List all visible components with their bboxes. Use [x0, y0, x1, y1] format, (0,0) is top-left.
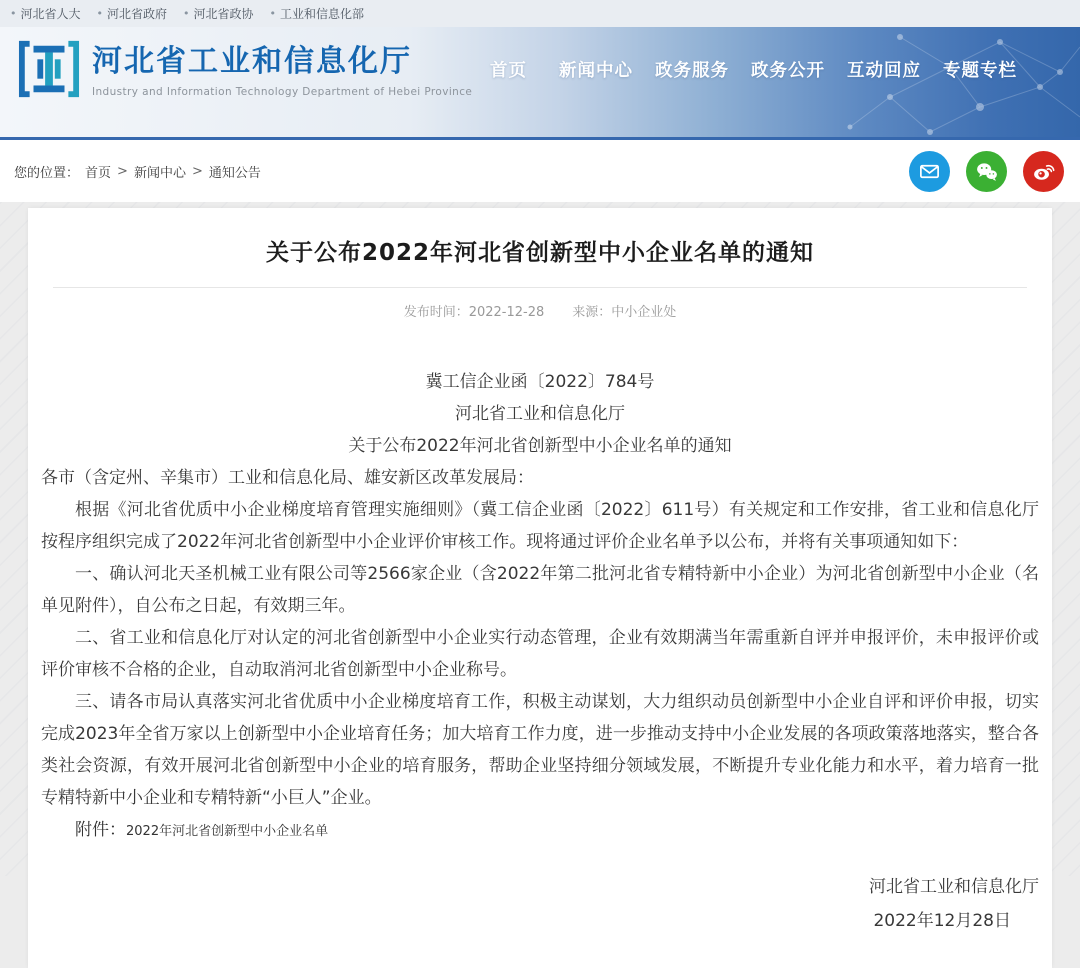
- article-source: 来源：中小企业处: [572, 305, 677, 320]
- nav-home[interactable]: 首页: [490, 61, 527, 81]
- email-share-button[interactable]: [909, 151, 950, 192]
- social-share-bar: [909, 151, 1064, 192]
- nav-special-topics[interactable]: 专题专栏: [943, 61, 1017, 81]
- main-nav: [490, 57, 1017, 82]
- site-title-block: [92, 38, 472, 98]
- attachment-link[interactable]: 2022年河北省创新型中小企业名单: [126, 824, 329, 839]
- bullet-icon: •: [269, 7, 277, 20]
- breadcrumb-separator: >: [191, 163, 203, 179]
- bullet-icon: •: [96, 7, 104, 20]
- network-pattern-decoration: [650, 27, 1080, 140]
- article-title: 关于公布2022年河北省创新型中小企业名单的通知: [265, 240, 814, 266]
- breadcrumb-prefix: 您的位置：: [14, 165, 80, 181]
- top-link-label: 河北省人大: [20, 7, 81, 21]
- breadcrumb-home[interactable]: 首页: [85, 165, 112, 181]
- top-link-zhengfu[interactable]: [97, 5, 168, 22]
- breadcrumb-notices[interactable]: 通知公告: [208, 165, 261, 181]
- nav-news-center[interactable]: 新闻中心: [559, 61, 633, 81]
- site-header: [0, 27, 1080, 140]
- top-link-label: 河北省政府: [107, 7, 168, 21]
- paragraph-item-2: 二、省工业和信息化厅对认定的河北省创新型中小企业实行动态管理，企业有效期满当年需重新自评并申报评价，未申报评价或评价审核不合格的企业，自动取消河北省创新型中小企业称号。: [41, 628, 1039, 680]
- signature-issuer: 河北省工业和信息化厅: [869, 877, 1039, 897]
- email-icon: [918, 160, 941, 183]
- top-link-renda[interactable]: [10, 5, 81, 22]
- site-logo-link[interactable]: [18, 38, 472, 100]
- attachment-line: [41, 814, 1039, 848]
- nav-gov-disclosure[interactable]: 政务公开: [751, 61, 825, 81]
- document-title: 关于公布2022年河北省创新型中小企业名单的通知: [348, 436, 732, 456]
- attachment-label: 附件：: [75, 820, 126, 840]
- weibo-icon: [1031, 159, 1056, 184]
- top-link-zhengxie[interactable]: [183, 5, 254, 22]
- title-divider: [53, 287, 1027, 288]
- site-subtitle: Industry and Information Technology Department of Hebei Province: [92, 86, 473, 98]
- breadcrumb: [14, 162, 261, 181]
- document-body: [41, 462, 1039, 814]
- breadcrumb-separator: >: [117, 163, 128, 179]
- signature-date: 2022年12月28日: [873, 911, 1011, 931]
- paragraph-item-3: 三、请各市局认真落实河北省优质中小企业梯度培育工作，积极主动谋划，大力组织动员创新型中小企业自评和评价申报，切实完成2023年全省万家以上创新型中小企业培育任务；加大培育工作力度，进一步推动支持中小企业发展的各项政策落地落实，整合各类社会资源，有效开展河北省创新型中小企业的培育服务，帮助企业坚持细分领域发展，不断提升专业化能力和水平，着力培育一批专精特新中小企业和专精特新“小巨人”企业。: [41, 692, 1039, 808]
- article-meta: [41, 301, 1039, 320]
- bullet-icon: •: [183, 7, 190, 20]
- article-card: [28, 208, 1052, 968]
- content-area: [0, 202, 1080, 931]
- breadcrumb-news-center[interactable]: 新闻中心: [133, 165, 186, 181]
- paragraph-item-1: 一、确认河北天圣机械工业有限公司等2566家企业（含2022年第二批河北省专精特新中小企业）为河北省创新型中小企业（名单见附件），自公布之日起，有效期三年。: [41, 564, 1039, 616]
- signature-block: [41, 870, 1039, 938]
- top-link-label: 河北省政协: [193, 7, 254, 21]
- nav-gov-services[interactable]: 政务服务: [655, 61, 729, 81]
- department-logo-icon: [18, 38, 80, 100]
- breadcrumb-row: [0, 140, 1080, 202]
- nav-interaction[interactable]: 互动回应: [847, 61, 921, 81]
- weibo-share-button[interactable]: [1023, 151, 1064, 192]
- top-link-label: 工业和信息化部: [280, 7, 365, 21]
- top-link-miit[interactable]: [270, 5, 365, 22]
- publish-time: 发布时间：2022-12-28: [403, 305, 545, 320]
- salutation: 各市（含定州、辛集市）工业和信息化局、雄安新区改革发展局：: [41, 468, 534, 488]
- bullet-icon: •: [10, 7, 17, 20]
- top-utility-bar: [0, 0, 1080, 27]
- document-number: 冀工信企业函〔2022〕784号: [425, 372, 655, 392]
- document-heading: [41, 366, 1039, 462]
- document-issuer: 河北省工业和信息化厅: [455, 404, 625, 424]
- paragraph-intro: 根据《河北省优质中小企业梯度培育管理实施细则》（冀工信企业函〔2022〕611号）有关规定和工作安排，省工业和信息化厅按程序组织完成了2022年河北省创新型中小企业评价审核工作。现将通过评价企业名单予以公布，并将有关事项通知如下：: [41, 500, 1039, 552]
- wechat-share-button[interactable]: [966, 151, 1007, 192]
- site-title: 河北省工业和信息化厅: [92, 44, 412, 79]
- wechat-icon: [974, 159, 999, 184]
